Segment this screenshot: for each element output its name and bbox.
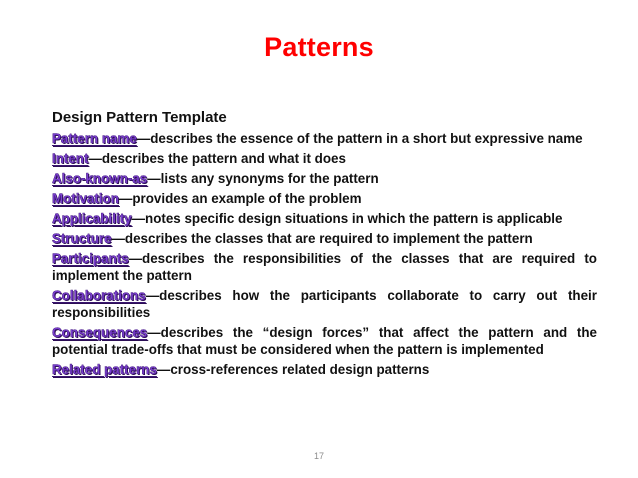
slide-title: Patterns (264, 32, 374, 62)
term-related-patterns: Related patterns (52, 362, 157, 377)
entry-motivation (52, 190, 597, 207)
entry-consequences (52, 324, 597, 358)
term-intent: Intent (52, 151, 89, 166)
term-motivation: Motivation (52, 191, 119, 206)
entry-also-known-as (52, 170, 597, 187)
page-number: 17 (313, 451, 324, 461)
desc-also-known-as: —lists any synonyms for the pattern (147, 171, 379, 186)
template-heading: Design Pattern Template (52, 109, 227, 126)
desc-intent: —describes the pattern and what it does (88, 151, 346, 166)
entry-pattern-name (52, 130, 597, 147)
entry-intent (52, 150, 597, 167)
entry-collaborations (52, 287, 597, 321)
desc-applicability: —notes specific design situations in which the pattern is applicable (131, 211, 563, 226)
term-also-known-as: Also-known-as (52, 171, 148, 186)
term-structure: Structure (52, 231, 112, 246)
desc-participants: —describes the responsibilities of the classes that are required to implement the pattern (52, 251, 597, 283)
term-consequences: Consequences (52, 325, 148, 340)
term-pattern-name: Pattern name (52, 131, 137, 146)
desc-structure: —describes the classes that are required to implement the pattern (111, 231, 533, 246)
desc-related-patterns: —cross-references related design patterns (156, 362, 430, 377)
desc-motivation: —provides an example of the problem (118, 191, 362, 206)
entry-participants (52, 250, 597, 284)
desc-consequences: —describes the “design forces” that affect the pattern and the potential trade-offs that must be considered when the pattern is implemented (52, 325, 597, 357)
entry-structure (52, 230, 597, 247)
term-collaborations: Collaborations (52, 288, 146, 303)
entry-related-patterns (52, 361, 597, 378)
entry-applicability (52, 210, 597, 227)
term-participants: Participants (52, 251, 129, 266)
desc-collaborations: —describes how the participants collaborate to carry out their responsibilities (52, 288, 597, 320)
slide-body (52, 108, 597, 381)
term-applicability: Applicability (52, 211, 132, 226)
desc-pattern-name: —describes the essence of the pattern in a short but expressive name (136, 131, 583, 146)
